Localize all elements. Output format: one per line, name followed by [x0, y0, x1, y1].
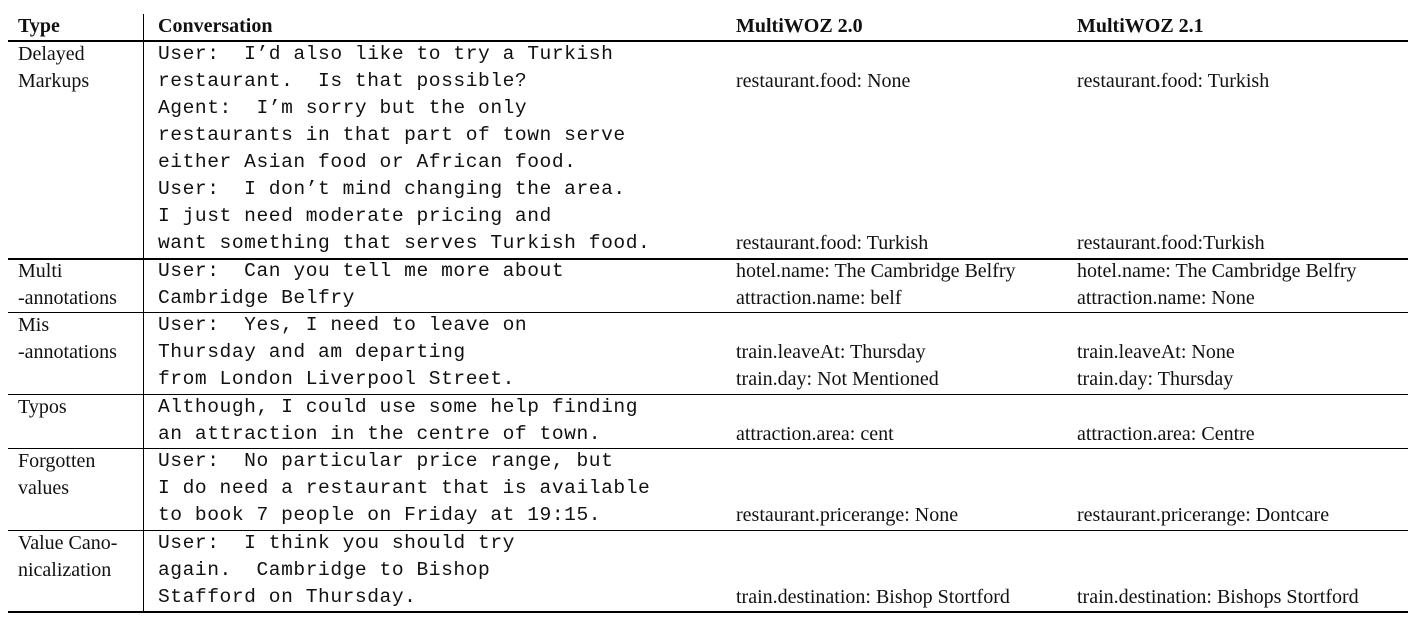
- header-multiwoz-21: MultiWOZ 2.1: [1077, 15, 1204, 37]
- multiwoz21-value: [1077, 203, 1269, 230]
- conversation-cell: [158, 530, 515, 611]
- multiwoz20-value: [736, 149, 928, 176]
- v20-cell: [736, 41, 928, 257]
- multiwoz21-value: [1077, 394, 1255, 421]
- multiwoz20-value: [736, 176, 928, 203]
- conversation-line: User: I think you should try: [158, 532, 515, 554]
- type-cell: [18, 41, 89, 95]
- multiwoz21-value: [1077, 475, 1329, 502]
- conversation-line: restaurant. Is that possible?: [158, 70, 528, 92]
- conversation-cell: [158, 258, 564, 312]
- multiwoz21-value: train.leaveAt: None: [1077, 341, 1235, 363]
- conversation-line: restaurants in that part of town serve: [158, 124, 626, 146]
- type-line: Multi: [18, 260, 63, 282]
- type-line: Forgotten: [18, 450, 96, 472]
- conversation-cell: [158, 448, 650, 529]
- multiwoz20-value: hotel.name: The Cambridge Belfry: [736, 260, 1016, 282]
- column-divider: [143, 14, 144, 612]
- conversation-line: to book 7 people on Friday at 19:15.: [158, 504, 602, 526]
- v21-cell: [1077, 312, 1235, 393]
- conversation-line: either Asian food or African food.: [158, 151, 577, 173]
- multiwoz21-value: [1077, 557, 1359, 584]
- multiwoz20-value: restaurant.food: Turkish: [736, 232, 929, 254]
- v20-cell: [736, 258, 1016, 312]
- conversation-line: Agent: I’m sorry but the only: [158, 97, 528, 119]
- conversation-line: Cambridge Belfry: [158, 287, 355, 309]
- multiwoz20-value: [736, 530, 1010, 557]
- type-line: Markups: [18, 70, 90, 92]
- type-cell: [18, 312, 117, 366]
- type-cell: [18, 394, 67, 421]
- header-multiwoz-20: MultiWOZ 2.0: [736, 15, 863, 37]
- type-line: Typos: [18, 396, 67, 418]
- multiwoz21-value: [1077, 149, 1269, 176]
- conversation-line: I just need moderate pricing and: [158, 205, 552, 227]
- conversation-line: User: I don’t mind changing the area.: [158, 178, 626, 200]
- multiwoz20-value: restaurant.food: None: [736, 70, 911, 92]
- v21-cell: [1077, 530, 1359, 611]
- v21-cell: [1077, 448, 1329, 529]
- v21-cell: [1077, 41, 1269, 257]
- multiwoz21-value: attraction.name: None: [1077, 287, 1255, 309]
- multiwoz20-value: attraction.area: cent: [736, 423, 894, 445]
- multiwoz20-value: attraction.name: belf: [736, 287, 902, 309]
- multiwoz21-value: [1077, 41, 1269, 68]
- conversation-line: User: I’d also like to try a Turkish: [158, 43, 614, 65]
- conversation-line: an attraction in the centre of town.: [158, 423, 602, 445]
- multiwoz20-value: train.leaveAt: Thursday: [736, 341, 926, 363]
- type-line: Value Cano-: [18, 532, 118, 554]
- multiwoz20-value: [736, 312, 939, 339]
- multiwoz21-value: train.destination: Bishops Stortford: [1077, 586, 1359, 608]
- multiwoz21-value: [1077, 122, 1269, 149]
- conversation-line: User: Can you tell me more about: [158, 260, 565, 282]
- multiwoz21-value: restaurant.food: Turkish: [1077, 70, 1270, 92]
- type-line: Delayed: [18, 43, 85, 65]
- conversation-line: User: No particular price range, but: [158, 450, 614, 472]
- multiwoz21-value: hotel.name: The Cambridge Belfry: [1077, 260, 1357, 282]
- type-line: -annotations: [18, 341, 117, 363]
- header-conversation: Conversation: [158, 15, 273, 37]
- multiwoz21-value: attraction.area: Centre: [1077, 423, 1255, 445]
- conversation-line: I do need a restaurant that is available: [158, 477, 651, 499]
- multiwoz20-value: [736, 557, 1010, 584]
- conversation-line: again. Cambridge to Bishop: [158, 559, 491, 581]
- multiwoz21-value: restaurant.food:Turkish: [1077, 232, 1265, 254]
- type-line: -annotations: [18, 287, 117, 309]
- v20-cell: [736, 530, 1010, 611]
- multiwoz21-value: [1077, 448, 1329, 475]
- multiwoz21-value: [1077, 530, 1359, 557]
- multiwoz20-value: train.day: Not Mentioned: [736, 368, 939, 390]
- multiwoz20-value: [736, 95, 928, 122]
- multiwoz20-value: [736, 475, 958, 502]
- conversation-line: want something that serves Turkish food.: [158, 232, 651, 254]
- v21-cell: [1077, 394, 1255, 448]
- v21-cell: [1077, 258, 1357, 312]
- type-line: Mis: [18, 314, 50, 336]
- multiwoz20-value: train.destination: Bishop Stortford: [736, 586, 1010, 608]
- multiwoz21-value: [1077, 176, 1269, 203]
- type-line: nicalization: [18, 559, 112, 581]
- conversation-line: Thursday and am departing: [158, 341, 466, 363]
- multiwoz20-value: [736, 41, 928, 68]
- conversation-line: Although, I could use some help finding: [158, 396, 639, 418]
- conversation-line: Stafford on Thursday.: [158, 586, 417, 608]
- multiwoz20-value: [736, 448, 958, 475]
- multiwoz20-value: restaurant.pricerange: None: [736, 504, 959, 526]
- v20-cell: [736, 394, 894, 448]
- multiwoz21-value: [1077, 95, 1269, 122]
- multiwoz21-value: [1077, 312, 1235, 339]
- bottom-rule: [8, 611, 1408, 613]
- multiwoz20-value: [736, 203, 928, 230]
- conversation-line: from London Liverpool Street.: [158, 368, 515, 390]
- multiwoz21-value: train.day: Thursday: [1077, 368, 1234, 390]
- conversation-cell: [158, 41, 650, 257]
- v20-cell: [736, 312, 939, 393]
- conversation-line: User: Yes, I need to leave on: [158, 314, 528, 336]
- multiwoz20-value: [736, 122, 928, 149]
- type-line: values: [18, 477, 70, 499]
- conversation-cell: [158, 312, 527, 393]
- multiwoz20-value: [736, 394, 894, 421]
- v20-cell: [736, 448, 958, 529]
- type-cell: [18, 448, 95, 502]
- multiwoz21-value: restaurant.pricerange: Dontcare: [1077, 504, 1330, 526]
- type-cell: [18, 530, 117, 584]
- type-cell: [18, 258, 117, 312]
- conversation-cell: [158, 394, 638, 448]
- header-type: Type: [18, 15, 60, 37]
